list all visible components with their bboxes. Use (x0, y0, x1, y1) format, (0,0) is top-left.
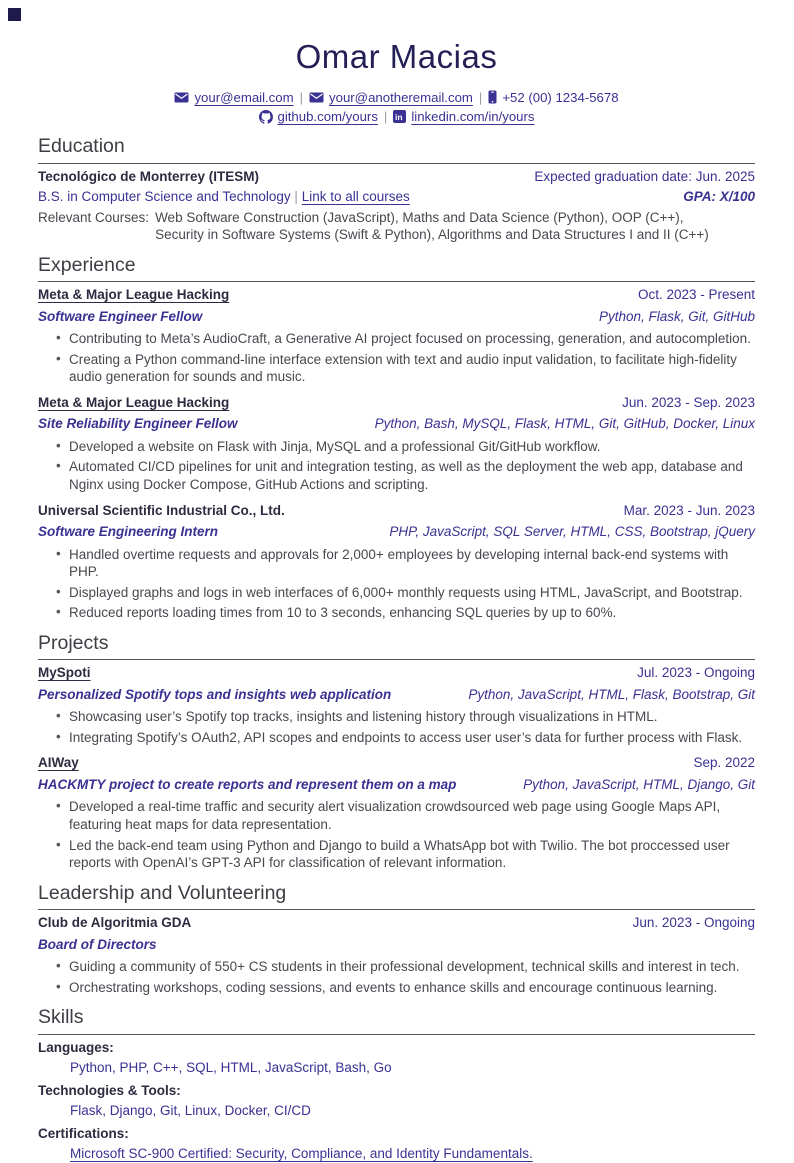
courses-link[interactable]: Link to all courses (301, 189, 410, 205)
entry-dates: Jun. 2023 - Sep. 2023 (622, 394, 755, 410)
project-link[interactable]: AIWay (38, 755, 79, 771)
phone-number: +52 (00) 1234-5678 (488, 89, 618, 106)
graduation-date: Expected graduation date: Jun. 2025 (534, 168, 755, 184)
entry-dates: Jun. 2023 - Ongoing (632, 914, 755, 930)
skill-group-label: Languages: (38, 1039, 114, 1055)
experience-entry-3 (38, 502, 755, 622)
project-entry-1 (38, 664, 755, 746)
separator: | (478, 89, 483, 105)
education-entry (38, 168, 755, 244)
role-title: Software Engineer Fellow (38, 308, 203, 324)
bullet-item: • Showcasing user’s Spotify top tracks, insights and listening history through visualizations in HTML. (38, 708, 755, 726)
phone-icon (488, 90, 497, 104)
tech-stack: PHP, JavaScript, SQL Server, HTML, CSS, Bootstrap, jQuery (389, 524, 755, 540)
certification-link[interactable]: Microsoft SC-900 Certified: Security, Compliance, and Identity Fundamentals. (70, 1146, 533, 1162)
company-name: Universal Scientific Industrial Co., Ltd. (38, 502, 285, 518)
section-title-experience: Experience (38, 253, 755, 282)
organization-name: Club de Algoritmia GDA (38, 914, 192, 930)
tech-stack: Python, JavaScript, HTML, Flask, Bootstrap, Git (468, 686, 755, 702)
bullet-item: • Orchestrating workshops, coding sessions, and events to enhance skills and encourage continuous learning. (38, 979, 755, 997)
corner-mark (8, 8, 21, 21)
skill-group-items: Python, PHP, C++, SQL, HTML, JavaScript, Bash, Go (70, 1060, 392, 1076)
tech-stack: Python, JavaScript, HTML, Django, Git (523, 776, 755, 792)
bullet-list (38, 546, 755, 622)
relevant-courses-label: Relevant Courses: (38, 209, 150, 225)
separator: | (299, 89, 304, 105)
degree-line (38, 188, 410, 206)
experience-entry-1 (38, 286, 755, 386)
bullet-item: • Displayed graphs and logs in web interfaces of 6,000+ monthly requests using HTML, JavaScript, and Bootstrap. (38, 584, 755, 602)
courses-line-2: Security in Software Systems (Swift & Python), Algorithms and Data Structures I and II (C++) (155, 227, 709, 243)
github-link[interactable]: github.com/yours (259, 108, 378, 125)
project-tagline: HACKMTY project to create reports and represent them on a map (38, 776, 457, 792)
entry-dates: Mar. 2023 - Jun. 2023 (623, 502, 755, 518)
experience-entry-2 (38, 394, 755, 494)
bullet-list (38, 708, 755, 746)
bullet-list (38, 958, 755, 996)
school-name: Tecnológico de Monterrey (ITESM) (38, 168, 260, 184)
bullet-list (38, 438, 755, 494)
bullet-list (38, 798, 755, 871)
bullet-item: • Developed a real-time traffic and security alert visualization crowdsourced web page using Google Maps API, featuring heat maps for data representation. (38, 798, 755, 833)
bullet-list (38, 330, 755, 386)
company-link[interactable]: Meta & Major League Hacking (38, 287, 230, 303)
section-title-education: Education (38, 134, 755, 163)
project-entry-2 (38, 754, 755, 871)
separator: | (383, 109, 388, 125)
section-title-projects: Projects (38, 631, 755, 660)
entry-dates: Sep. 2022 (693, 755, 755, 771)
envelope-icon (309, 92, 324, 103)
role-title: Board of Directors (38, 936, 157, 952)
bullet-item: • Led the back-end team using Python and Django to build a WhatsApp bot with Twilio. The bot proccessed user reports with OpenAI’s GPT-3 API for classification of relevant information. (38, 837, 755, 872)
tech-stack: Python, Bash, MySQL, Flask, HTML, Git, GitHub, Docker, Linux (374, 416, 755, 432)
relevant-courses (38, 209, 755, 244)
linkedin-icon (393, 110, 406, 123)
skill-group-technologies (38, 1082, 755, 1120)
bullet-item: • Developed a website on Flask with Jinja, MySQL and a professional Git/GitHub workflow. (38, 438, 755, 456)
contact-line-2 (38, 108, 755, 125)
tech-stack: Python, Flask, Git, GitHub (598, 308, 755, 324)
skill-group-certifications (38, 1125, 755, 1163)
skills-section (38, 1005, 755, 1163)
leadership-section (38, 881, 755, 997)
contact-line-1 (38, 89, 755, 106)
section-title-leadership: Leadership and Volunteering (38, 881, 755, 910)
project-tagline: Personalized Spotify tops and insights web application (38, 686, 392, 702)
page-title: Omar Macias (295, 38, 498, 75)
courses-line-1: Web Software Construction (JavaScript), Maths and Data Science (Python), OOP (C++), (155, 209, 684, 225)
role-title: Software Engineering Intern (38, 524, 219, 540)
bullet-item: • Integrating Spotify’s OAuth2, API scopes and endpoints to access user user’s data for further process with Flask. (38, 729, 755, 747)
bullet-item: • Creating a Python command-line interface extension with text and audio input validation, to facilitate high-fidelity audio generation for sounds and music. (38, 351, 755, 386)
separator: | (294, 189, 298, 205)
bullet-item: • Reduced reports loading times from 10 to 3 seconds, enhancing SQL queries by up to 60%. (38, 604, 755, 622)
svg-text:in: in (395, 112, 403, 123)
leadership-entry (38, 914, 755, 996)
email-primary[interactable]: your@email.com (174, 89, 293, 106)
linkedin-link[interactable]: in linkedin.com/in/yours (395, 109, 535, 125)
skill-group-languages (38, 1039, 755, 1077)
entry-dates: Jul. 2023 - Ongoing (637, 665, 755, 681)
company-link[interactable]: Meta & Major League Hacking (38, 394, 230, 410)
bullet-item: • Handled overtime requests and approvals for 2,000+ employees by developing internal back-end systems with PHP. (38, 546, 755, 581)
gpa-value: GPA: X/100 (683, 189, 755, 205)
role-title: Site Reliability Engineer Fellow (38, 416, 238, 432)
entry-dates: Oct. 2023 - Present (637, 287, 755, 303)
projects-section (38, 631, 755, 872)
skill-group-items: Flask, Django, Git, Linux, Docker, CI/CD (70, 1103, 311, 1119)
github-icon (259, 110, 273, 124)
bullet-item: • Contributing to Meta’s AudioCraft, a Generative AI project focused on processing, generation, and autocompletion. (38, 330, 755, 348)
bullet-item: • Guiding a community of 550+ CS students in their professional development, technical skills and interest in tech. (38, 958, 755, 976)
envelope-icon (174, 92, 189, 103)
skill-group-label: Certifications: (38, 1125, 129, 1141)
email-secondary[interactable]: your@anotheremail.com (309, 89, 473, 106)
skill-group-label: Technologies & Tools: (38, 1082, 181, 1098)
section-title-skills: Skills (38, 1005, 755, 1034)
education-section (38, 134, 755, 244)
experience-section (38, 253, 755, 622)
project-link[interactable]: MySpoti (38, 665, 91, 681)
bullet-item: • Automated CI/CD pipelines for unit and integration testing, as well as the deployment the web app, database and Nginx using Docker Compose, GitHub Actions and scripting. (38, 458, 755, 493)
degree-title: B.S. in Computer Science and Technology (38, 189, 291, 205)
